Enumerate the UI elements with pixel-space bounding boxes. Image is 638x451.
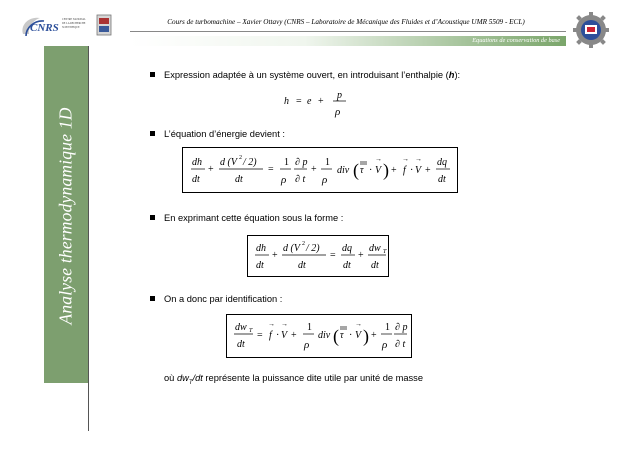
- bullet-1-after: ):: [454, 70, 461, 80]
- equation-enthalpy: [270, 88, 380, 122]
- equation-form-box: [247, 235, 389, 277]
- bullet-4-text: On a donc par identification :: [164, 294, 283, 304]
- bullet-square-icon: [150, 296, 155, 301]
- svg-text:+: +: [371, 330, 377, 341]
- svg-text:=: =: [268, 164, 274, 175]
- svg-text:+: +: [425, 165, 431, 176]
- svg-text:1: 1: [385, 322, 390, 333]
- svg-text:dt: dt: [371, 260, 379, 271]
- svg-text:dq: dq: [437, 157, 447, 168]
- svg-text:dt: dt: [438, 174, 446, 185]
- cnrs-logo: [20, 12, 98, 40]
- svg-text:τ: τ: [360, 165, 364, 176]
- svg-text:∂ p: ∂ p: [295, 157, 308, 168]
- svg-text:h: h: [284, 96, 289, 107]
- svg-text:dw: dw: [235, 322, 247, 333]
- svg-text:1: 1: [284, 157, 289, 168]
- svg-text:/ 2): / 2): [306, 243, 320, 254]
- equation-energy-box: [182, 147, 458, 193]
- svg-text:·: ·: [349, 330, 353, 341]
- bullet-1-emph: h: [448, 70, 455, 80]
- svg-text:dt: dt: [343, 260, 351, 271]
- svg-text:p: p: [337, 90, 342, 101]
- svg-text:=: =: [296, 96, 302, 107]
- svg-text:ρ: ρ: [322, 174, 328, 186]
- section-bar: [130, 36, 566, 46]
- svg-text:div: div: [337, 165, 350, 176]
- svg-text:·: ·: [369, 165, 373, 176]
- svg-text:dt: dt: [235, 174, 243, 185]
- svg-text:∂ p: ∂ p: [395, 322, 408, 333]
- svg-text:V: V: [281, 330, 288, 341]
- svg-text:2: 2: [302, 241, 305, 247]
- svg-text:d (V: d (V: [283, 243, 300, 254]
- svg-text:=: =: [257, 330, 263, 341]
- svg-text:CENTRE NATIONAL: CENTRE NATIONAL: [62, 18, 86, 21]
- svg-text:div: div: [318, 330, 331, 341]
- svg-text:ρ: ρ: [281, 174, 287, 186]
- bullet-3-text: En exprimant cette équation sous la forme :: [164, 213, 344, 223]
- svg-text:→: →: [375, 155, 382, 163]
- svg-text:→: →: [415, 155, 422, 163]
- svg-text:→: →: [268, 320, 275, 328]
- svg-text:(: (: [333, 326, 339, 346]
- svg-text:+: +: [391, 165, 397, 176]
- svg-text:dh: dh: [192, 157, 202, 168]
- svg-text:ρ: ρ: [304, 339, 310, 351]
- svg-text:e: e: [307, 96, 312, 107]
- svg-text:(: (: [353, 160, 359, 180]
- content-left-rule: [88, 46, 89, 431]
- bullet-item-3: [150, 213, 343, 223]
- svg-text:SCIENTIFIQUE: SCIENTIFIQUE: [62, 26, 80, 29]
- svg-text:V: V: [355, 330, 362, 341]
- svg-text:=: =: [330, 250, 336, 261]
- svg-text:T: T: [383, 249, 387, 255]
- equation-identification-box: [226, 314, 412, 358]
- bullet-square-icon: [150, 72, 155, 77]
- bullet-square-icon: [150, 131, 155, 136]
- svg-text:+: +: [311, 164, 317, 175]
- svg-text:dw: dw: [369, 243, 381, 254]
- sidebar-title: Analyse thermodynamique 1D: [55, 107, 76, 325]
- svg-text:dq: dq: [342, 243, 352, 254]
- svg-text:dt: dt: [192, 174, 200, 185]
- ecl-logo: [96, 14, 112, 36]
- svg-text:→: →: [281, 320, 288, 328]
- svg-text:2: 2: [239, 155, 242, 161]
- svg-text:dt: dt: [256, 260, 264, 271]
- svg-text:T: T: [249, 328, 253, 334]
- svg-text:·: ·: [410, 165, 414, 176]
- svg-text:1: 1: [325, 157, 330, 168]
- svg-text:1: 1: [307, 322, 312, 333]
- svg-text:ρ: ρ: [382, 339, 388, 351]
- svg-text:∂ t: ∂ t: [395, 339, 406, 350]
- svg-text:τ: τ: [340, 330, 344, 341]
- svg-text:DE LA RECHERCHE: DE LA RECHERCHE: [62, 22, 86, 25]
- svg-text:dh: dh: [256, 243, 266, 254]
- svg-text:∂ t: ∂ t: [295, 174, 306, 185]
- bullet-item-4: [150, 294, 282, 304]
- cnrs-logo-text: CNRS: [30, 22, 59, 34]
- svg-text:+: +: [358, 250, 364, 261]
- svg-text:→: →: [355, 320, 362, 328]
- svg-text:V: V: [415, 165, 422, 176]
- svg-text:d (V: d (V: [220, 157, 237, 168]
- bullet-2-text: L’équation d’énergie devient :: [164, 129, 285, 139]
- bullet-item-2: [150, 129, 285, 139]
- svg-text:+: +: [208, 164, 214, 175]
- svg-text:f: f: [269, 330, 272, 341]
- bullet-item-1: [150, 70, 460, 80]
- svg-text:+: +: [291, 330, 297, 341]
- svg-text:dt: dt: [237, 339, 245, 350]
- bullet-1-text: Expression adaptée à un système ouvert, en introduisant l’enthalpie (: [164, 70, 449, 80]
- course-title: Cours de turbomachine – Xavier Ottavy (CNRS – Laboratoire de Mécanique des Fluides et d’Acoustique UMR 5509 - ECL): [167, 18, 525, 26]
- svg-text:f: f: [403, 165, 406, 176]
- svg-text:+: +: [272, 250, 278, 261]
- section-title: Equations de conservation de base: [472, 37, 560, 44]
- svg-text:): ): [363, 326, 369, 346]
- svg-text:/ 2): / 2): [243, 157, 257, 168]
- svg-text:V: V: [375, 165, 382, 176]
- svg-text:dt: dt: [298, 260, 306, 271]
- lmfa-seal-logo: [573, 12, 609, 48]
- svg-text:ρ: ρ: [335, 106, 341, 118]
- svg-text:→: →: [402, 155, 409, 163]
- header-divider: [130, 31, 566, 32]
- footnote-text: où $dw_T/dt$ représente la puissance dite utile par unité de masse: [164, 373, 424, 386]
- sidebar: [44, 46, 88, 383]
- bullet-square-icon: [150, 215, 155, 220]
- svg-text:·: ·: [276, 330, 280, 341]
- svg-text:+: +: [318, 96, 324, 107]
- svg-text:): ): [383, 160, 389, 180]
